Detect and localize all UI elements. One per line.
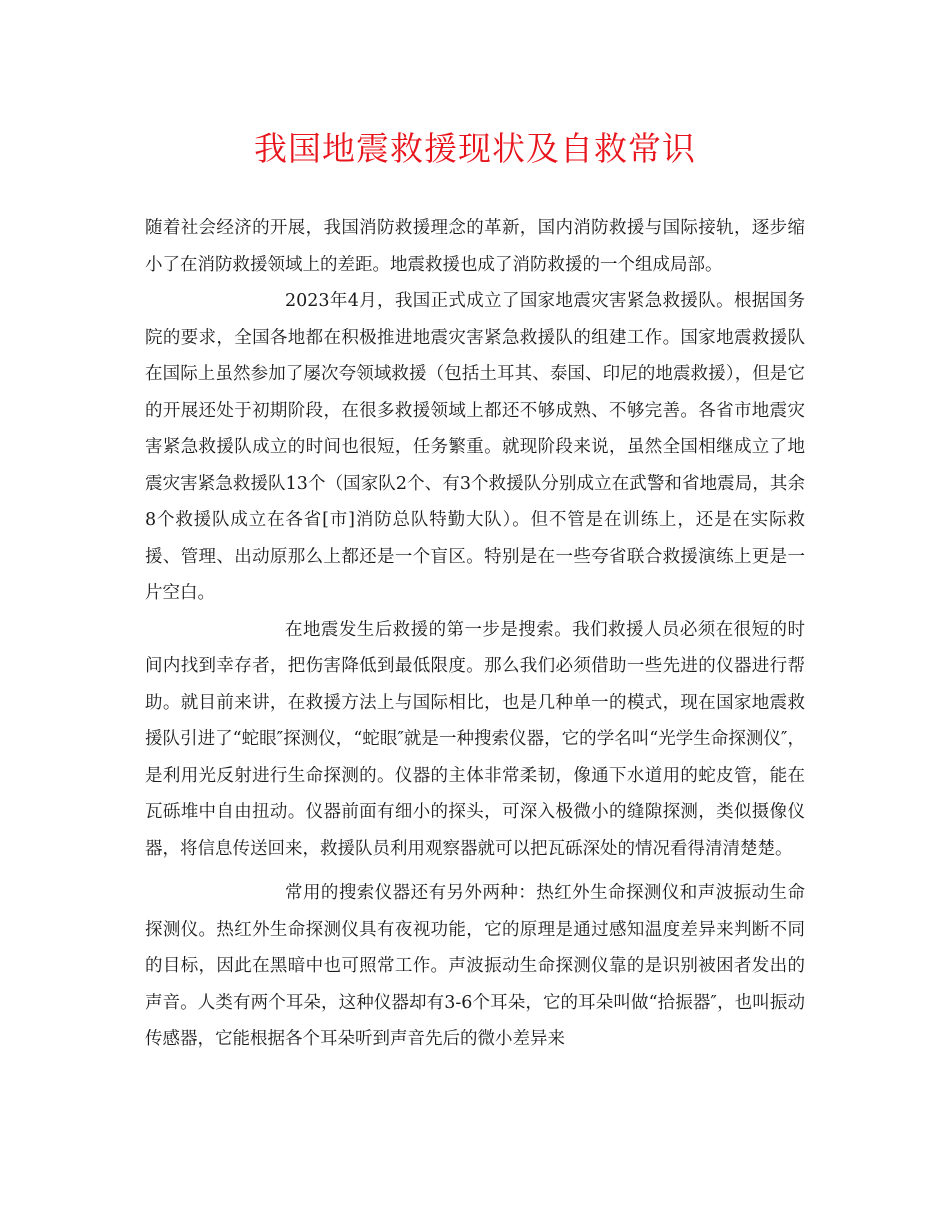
document-title: 我国地震救援现状及自救常识 [254,129,696,168]
document-body [145,210,805,1058]
paragraph-2: 2023年4月，我国正式成立了国家地震灾害紧急救援队。根据国务院的要求，全国各地都在积极推进地震灾害紧急救援队的组建工作。国家地震救援队在国际上虽然参加了屡次夸领域救援（包括土耳其、泰国、印尼的地震救援），但是它的开展还处于初期阶段，在很多救援领域上都还不够成熟、不够完善。各省市地震灾害紧急救援队成立的时间也很短，任务繁重。就现阶段来说，虽然全国相继成立了地震灾害紧急救援队13个（国家队2个、有3个救援队分别成立在武警和省地震局，其余8个救援队成立在各省[市]消防总队特勤大队）。但不管是在训练上，还是在实际救援、管理、出动原那么上都还是一个盲区。特别是在一些夸省联合救援演练上更是一片空白。 [145,291,805,603]
paragraph-4: 常用的搜索仪器还有另外两种：热红外生命探测仪和声波振动生命探测仪。热红外生命探测仪具有夜视功能，它的原理是通过感知温度差异来判断不同的目标，因此在黑暗中也可照常工作。声波振动生命探测仪靠的是识别被困者发出的声音。人类有两个耳朵，这种仪器却有3-6个耳朵，它的耳朵叫做“拾振器″，也叫振动传感器，它能根据各个耳朵听到声音先后的微小差异来 [145,883,805,1049]
paragraph-3: 在地震发生后救援的第一步是搜索。我们救援人员必须在很短的时间内找到幸存者，把伤害降低到最低限度。那么我们必须借助一些先进的仪器进行帮助。就目前来讲，在救援方法上与国际相比，也是几种单一的模式，现在国家地震救援队引进了“蛇眼″探测仪，“蛇眼″就是一种搜索仪器，它的学名叫“光学生命探测仪″，是利用光反射进行生命探测的。仪器的主体非常柔韧，像通下水道用的蛇皮管，能在瓦砾堆中自由扭动。仪器前面有细小的探头，可深入极微小的缝隙探测，类似摄像仪器，将信息传送回来，救援队员利用观察器就可以把瓦砾深处的情况看得清清楚楚。 [145,619,805,859]
paragraph-1: 随着社会经济的开展，我国消防救援理念的革新，国内消防救援与国际接轨，逐步缩小了在消防救援领域上的差距。地震救援也成了消防救援的一个组成局部。 [145,218,805,275]
